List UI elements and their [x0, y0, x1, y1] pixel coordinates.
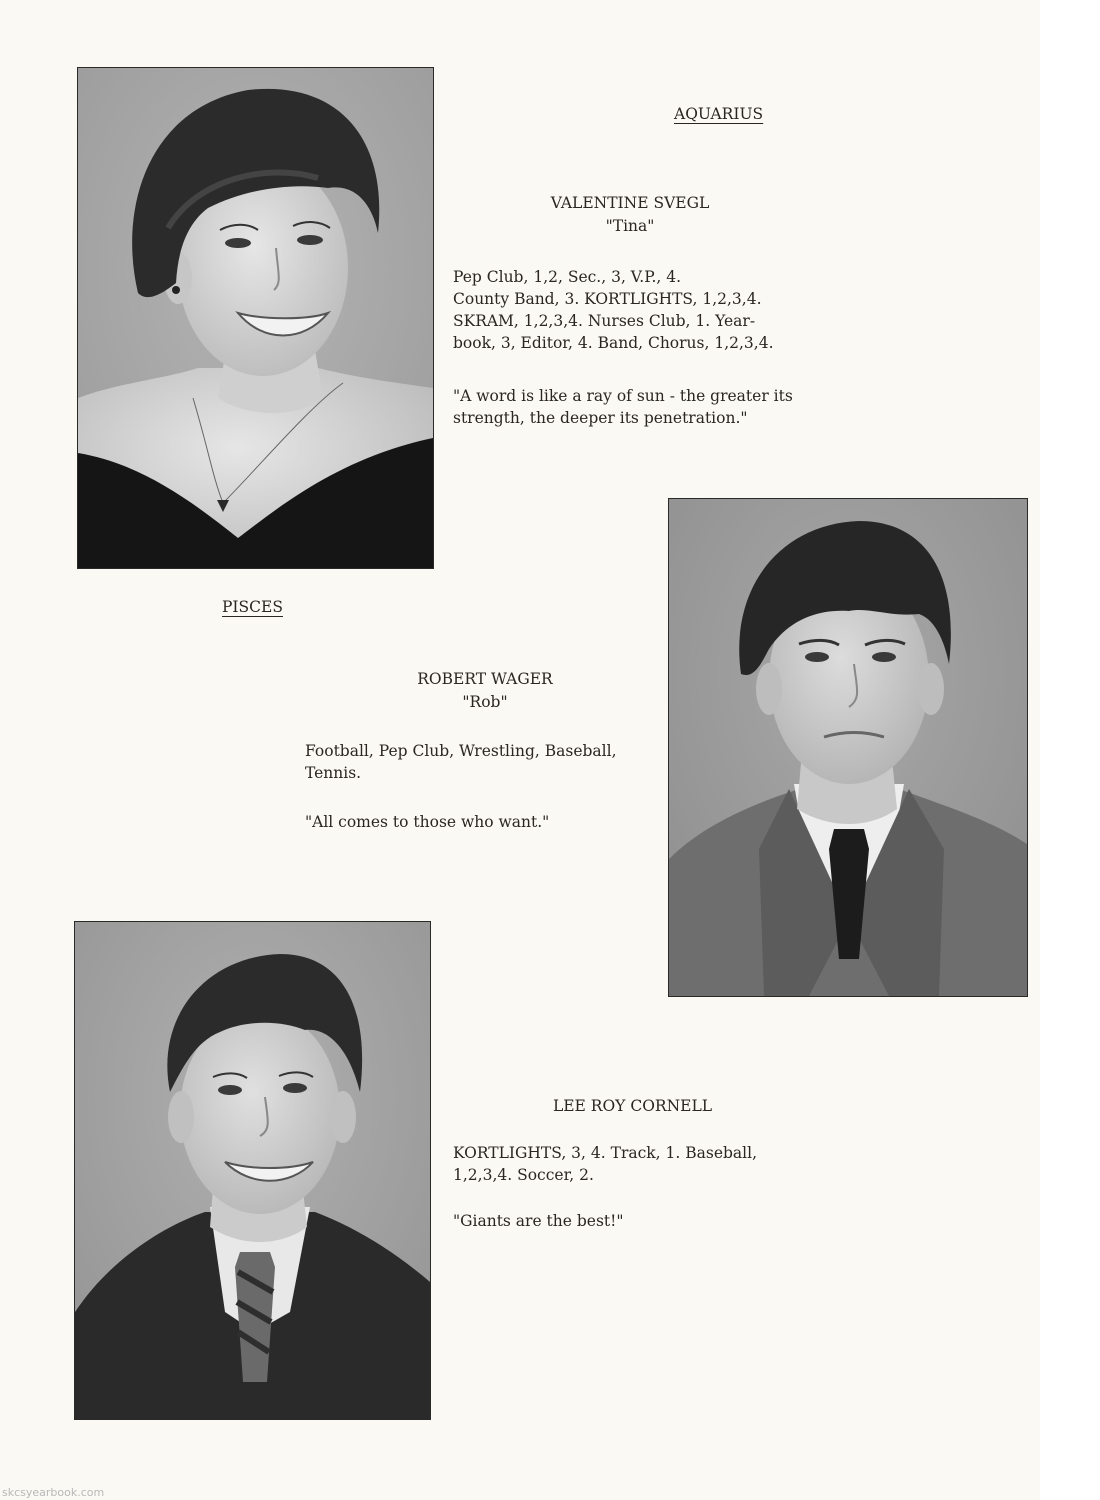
- portrait-photo-valentine-svegl: [77, 67, 434, 569]
- aquarius-heading: AQUARIUS: [674, 105, 764, 123]
- student-name: VALENTINE SVEGL: [550, 194, 710, 212]
- student-name: ROBERT WAGER: [417, 670, 553, 688]
- portrait-image: [78, 68, 433, 568]
- page-margin: [1040, 0, 1100, 1500]
- pisces-heading: PISCES: [222, 598, 283, 616]
- student-activities: KORTLIGHTS, 3, 4. Track, 1. Baseball, 1,2,3,4. Soccer, 2.: [453, 1144, 758, 1184]
- portrait-image: [669, 499, 1027, 996]
- student-activities: Football, Pep Club, Wrestling, Baseball, Tennis.: [305, 742, 617, 782]
- watermark-text: skcsyearbook.com: [2, 1486, 105, 1499]
- portrait-image: [75, 922, 430, 1419]
- portrait-photo-lee-roy-cornell: [74, 921, 431, 1420]
- student-nickname: "Rob": [462, 693, 508, 711]
- student-quote: "A word is like a ray of sun - the greater its strength, the deeper its penetration.": [453, 387, 793, 427]
- student-activities: Pep Club, 1,2, Sec., 3, V.P., 4. County Band, 3. KORTLIGHTS, 1,2,3,4. SKRAM, 1,2,3,4. Nurses Club, 1. Year- book, 3, Editor, 4. Band, Chorus, 1,2,3,4.: [453, 268, 774, 352]
- student-nickname: "Tina": [605, 217, 655, 235]
- portrait-photo-robert-wager: [668, 498, 1028, 997]
- student-quote: "All comes to those who want.": [305, 813, 550, 831]
- student-quote: "Giants are the best!": [453, 1212, 624, 1230]
- student-name: LEE ROY CORNELL: [552, 1097, 713, 1115]
